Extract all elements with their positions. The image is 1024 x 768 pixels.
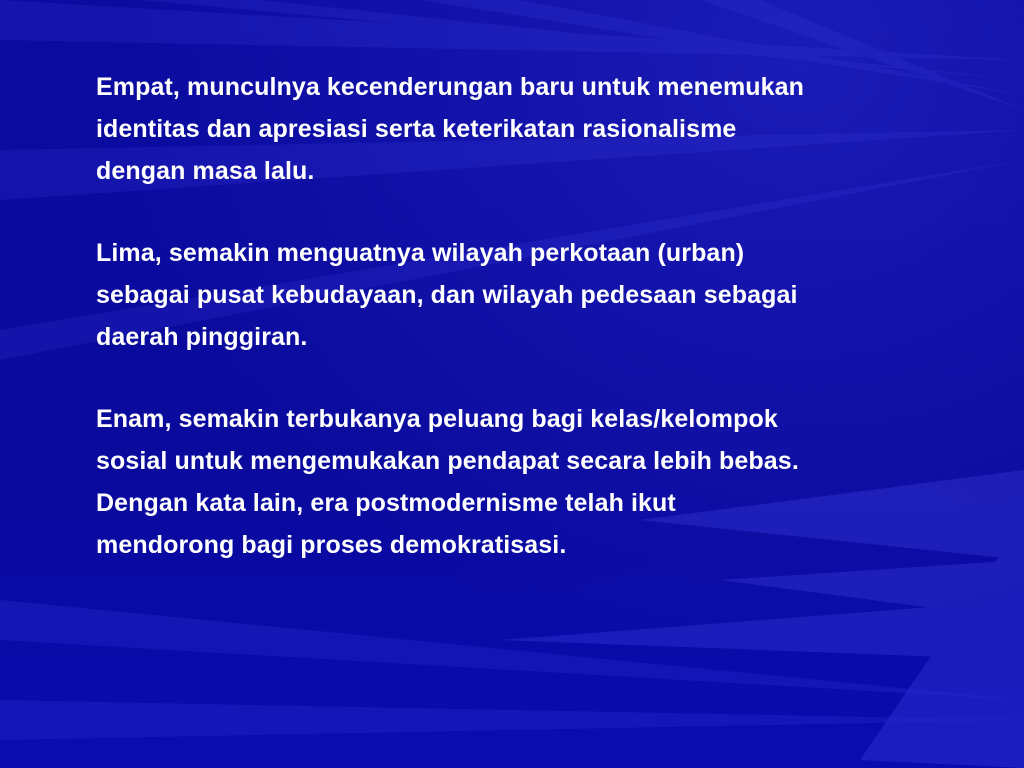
- paragraph-lima: Lima, semakin menguatnya wilayah perkotaan (urban) sebagai pusat kebudayaan, dan wilayah pedesaan sebagai daerah pinggiran.: [96, 239, 798, 351]
- paragraph-enam: Enam, semakin terbukanya peluang bagi kelas/kelompok sosial untuk mengemukakan pendapat secara lebih bebas. Dengan kata lain, era postmodernisme telah ikut mendorong bagi proses demokratisasi.: [96, 405, 799, 559]
- paragraph-empat: Empat, munculnya kecenderungan baru untuk menemukan identitas dan apresiasi serta keterikatan rasionalisme dengan masa lalu.: [96, 73, 805, 185]
- slide-body: [96, 66, 956, 606]
